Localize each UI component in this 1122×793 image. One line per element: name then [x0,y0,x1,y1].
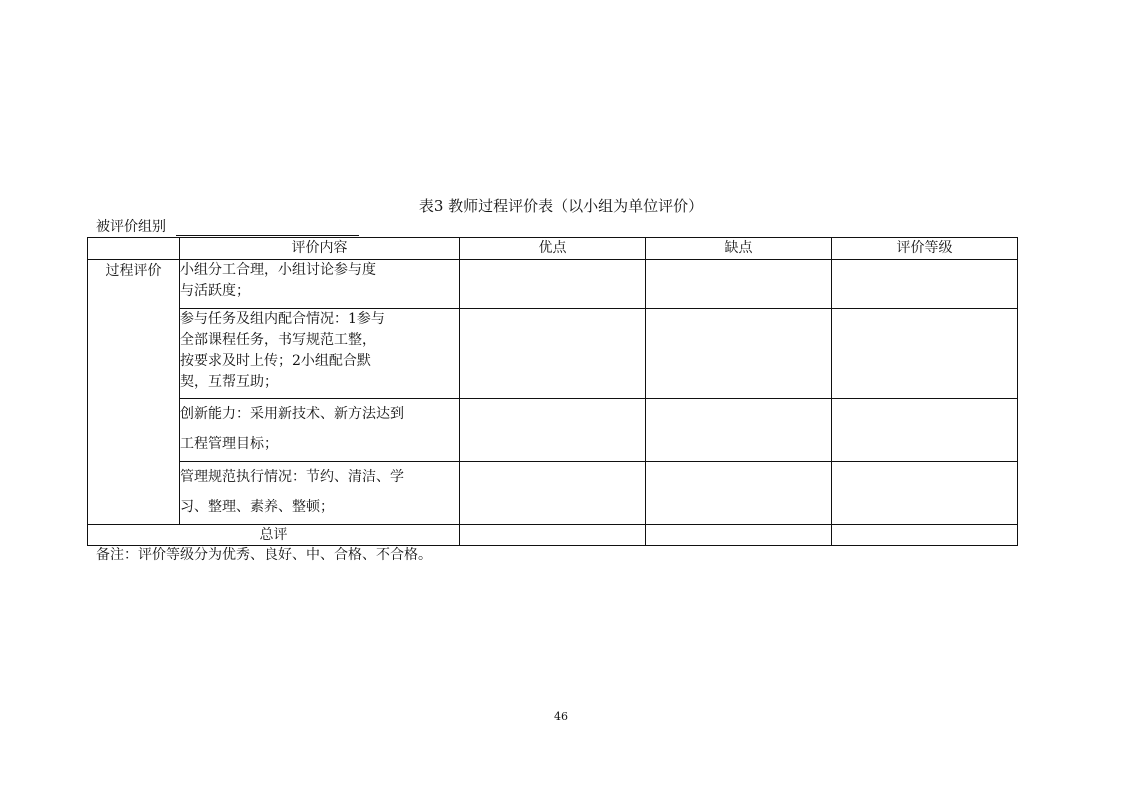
footnote: 备注：评价等级分为优秀、良好、中、合格、不合格。 [96,547,432,563]
criteria-line: 管理规范执行情况：节约、清洁、学 [180,469,404,485]
criteria-line: 创新能力：采用新技术、新方法达到 [180,406,404,422]
evaluated-group-fill-line [176,235,359,236]
total-weaknesses-cell[interactable] [646,525,832,546]
criteria-line: 按要求及时上传；2小组配合默 [180,353,371,369]
stage-label-cell: 过程评价 [88,260,180,525]
grade-cell[interactable] [832,260,1018,309]
page-number: 46 [554,710,568,723]
table-row [88,260,1018,309]
total-grade-cell[interactable] [832,525,1018,546]
criteria-cell [180,462,460,525]
strengths-cell[interactable] [460,309,646,399]
criteria-cell [180,309,460,399]
header-grade: 评价等级 [832,238,1018,260]
table-row [88,309,1018,399]
grade-cell[interactable] [832,462,1018,525]
criteria-line: 全部课程任务，书写规范工整， [180,332,376,348]
evaluated-group-label: 被评价组别 [96,219,166,235]
criteria-cell [180,399,460,462]
criteria-line: 与活跃度； [180,283,250,299]
weaknesses-cell[interactable] [646,399,832,462]
criteria-line: 小组分工合理，小组讨论参与度 [180,262,376,278]
grade-cell[interactable] [832,309,1018,399]
weaknesses-cell[interactable] [646,309,832,399]
header-blank-cell [88,238,180,260]
criteria-line: 工程管理目标； [180,436,278,452]
criteria-line: 契，互帮互助； [180,374,278,390]
table-title: 表3 教师过程评价表（以小组为单位评价） [418,197,704,215]
strengths-cell[interactable] [460,260,646,309]
total-label: 总评 [88,525,460,546]
criteria-line: 参与任务及组内配合情况：1参与 [180,311,385,327]
total-row [88,525,1018,546]
weaknesses-cell[interactable] [646,462,832,525]
table-header-row [88,238,1018,260]
criteria-line: 习、整理、素养、整顿； [180,499,334,515]
weaknesses-cell[interactable] [646,260,832,309]
header-content: 评价内容 [180,238,460,260]
evaluation-table [87,237,1018,546]
table-row [88,399,1018,462]
table-row [88,462,1018,525]
criteria-cell [180,260,460,309]
header-strengths: 优点 [460,238,646,260]
strengths-cell[interactable] [460,462,646,525]
header-weaknesses: 缺点 [646,238,832,260]
grade-cell[interactable] [832,399,1018,462]
total-strengths-cell[interactable] [460,525,646,546]
strengths-cell[interactable] [460,399,646,462]
